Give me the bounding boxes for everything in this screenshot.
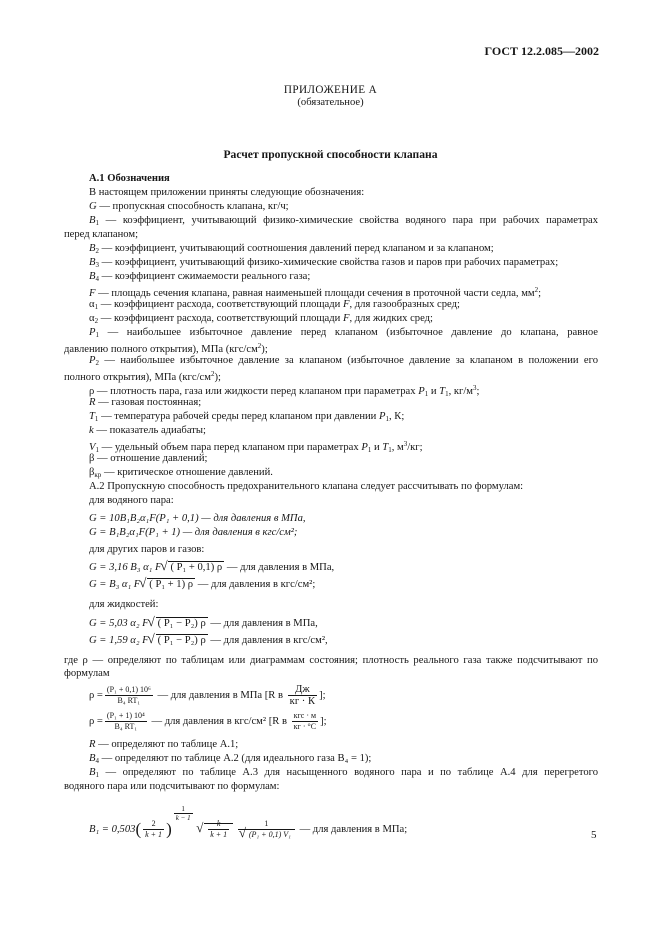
section-a1-heading: А.1 Обозначения	[89, 173, 170, 184]
a2-intro: А.2 Пропускную способность предохранительного клапана следует рассчитывать по формулам:	[89, 481, 524, 492]
a2-liquid-label: для жидкостей:	[89, 599, 159, 610]
def-b1-source-line2: водяного пара или подсчитывают по формулам:	[64, 781, 280, 792]
formula-g-gas-kgf: G = B₃ α₁ F√ ( P₁ + 1) ρ — для давления в кгс/см²;	[89, 578, 315, 591]
def-f: F — площадь сечения клапана, равная наименьшей площади сечения в проточной части седла, $мм^2$;	[89, 286, 542, 299]
def-rho: ρ — плотность пара, газа или жидкости перед клапаном при параметрах $P_1$ и $T_1$, $кг/м^3$;	[89, 384, 480, 398]
def-b4-source: $B_4$ — определяют по таблице А.2 (для идеального газа B₄ = 1);	[89, 753, 372, 765]
def-r: R — газовая постоянная;	[89, 397, 202, 408]
def-t1: $T_1$ — температура рабочей среды перед клапаном при давлении $P_1$, К;	[89, 411, 405, 423]
formula-g-liquid-kgf: G = 1,59 α₂ F√ ( P₁ − P₂) ρ — для давления в кгс/см²,	[89, 634, 328, 647]
a2-other-label: для других паров и газов:	[89, 544, 205, 555]
def-beta: β — отношение давлений;	[89, 453, 208, 464]
formula-g-water-mpa: G = 10B₁B₂α₁F(P₁ + 0,1) — для давления в МПа,	[89, 513, 306, 524]
appendix-status: (обязательное)	[297, 97, 364, 108]
def-p2-line1: $P_2$ — наибольшее избыточное давление за клапаном (избыточное давление за клапаном в положении его	[89, 355, 599, 367]
def-alpha1: $\alpha_1$ — коэффициент расхода, соответствующий площади F, для газообразных сред;	[89, 299, 460, 311]
def-g: G — пропускная способность клапана, кг/ч;	[89, 201, 289, 212]
page-number: 5	[591, 829, 597, 841]
def-b4: $B_4$ — коэффициент сжимаемости реального газа;	[89, 271, 311, 283]
def-b1-source-line1: $B_1$ — определяют по таблице А.3 для насыщенного водяного пара и по таблице А.4 для перегретого	[89, 767, 598, 779]
def-beta-kp: $\beta_{кр}$ — критическое отношение давлений.	[89, 467, 273, 479]
section-title: Расчет пропускной способности клапана	[223, 148, 438, 161]
def-p2-line2: полного открытия), МПа $(кгс/см^2)$;	[64, 370, 221, 383]
def-alpha2: $\alpha_2$ — коэффициент расхода, соответствующий площади F, для жидких сред;	[89, 313, 433, 325]
def-b1-line1: $B_1$ — коэффициент, учитывающий физико-химические свойства водяного пара при рабочих параметрах	[89, 215, 599, 227]
def-b3: $B_3$ — коэффициент, учитывающий физико-химические свойства газов и паров при рабочих параметрах;	[89, 257, 559, 269]
document-code: ГОСТ 12.2.085—2002	[484, 44, 599, 58]
formula-rho-mpa: ρ = $\frac{\text{(P₁ + 0,1) 10⁶}}{\text{B₄ RT₁}}$ — для давления в МПа [R в $\frac{Дж}{кг \cdot К}$ ];	[89, 684, 326, 708]
formula-rho-kgf: ρ = $\frac{\text{(P₁ + 1) 10⁴}}{\text{B₄ RT₁}}$ — для давления в кгс/см² [R в $\frac{\text{кгс · м}}{кг \cdot ^\circ С}$ ];	[89, 711, 327, 732]
def-k: k — показатель адиабаты;	[89, 425, 206, 436]
def-p1-line2: давлению полного открытия), МПа $(кгс/см^2)$;	[64, 342, 268, 355]
formula-g-gas-mpa: G = 3,16 B₃ α₁ F√ ( P₁ + 0,1) ρ — для давления в МПа,	[89, 561, 334, 574]
formula-b1-mpa: B₁ = 0,503( $\frac{2}{k + 1}$ ) $\frac{1}{k - 1}$ √ $\frac{k}{k + 1}$ 1 √ (P₁ + 0,1) V₁ — для давления в МПа;	[89, 805, 407, 837]
formula-g-liquid-mpa: G = 5,03 α₂ F√ ( P₁ − P₂) ρ — для давления в МПа,	[89, 617, 318, 630]
appendix-title: ПРИЛОЖЕНИЕ А	[283, 84, 378, 96]
a2-water-label: для водяного пара:	[89, 495, 174, 506]
formula-g-water-kgf: G = B₁B₂α₁F(P₁ + 1) — для давления в кгс/см²;	[89, 527, 298, 538]
a1-intro: В настоящем приложении приняты следующие обозначения:	[89, 187, 365, 198]
def-b1-line2: перед клапаном;	[64, 229, 139, 240]
def-b2: $B_2$ — коэффициент, учитывающий соотношения давлений перед клапаном и за клапаном;	[89, 243, 494, 255]
def-v1: $V_1$ — удельный объем пара перед клапаном при параметрах $P_1$ и $T_1$, $м^3/кг$;	[89, 440, 423, 454]
where-rho-line2: формулам	[64, 668, 110, 679]
def-p1-line1: $P_1$ — наибольшее избыточное давление перед клапаном (избыточное давление до клапана, равное	[89, 327, 598, 339]
def-r-source: R — определяют по таблице А.1;	[89, 739, 239, 750]
where-rho-line1: где ρ — определяют по таблицам или диаграммам состояния; плотность реального газа также подсчитывают по	[64, 655, 598, 666]
